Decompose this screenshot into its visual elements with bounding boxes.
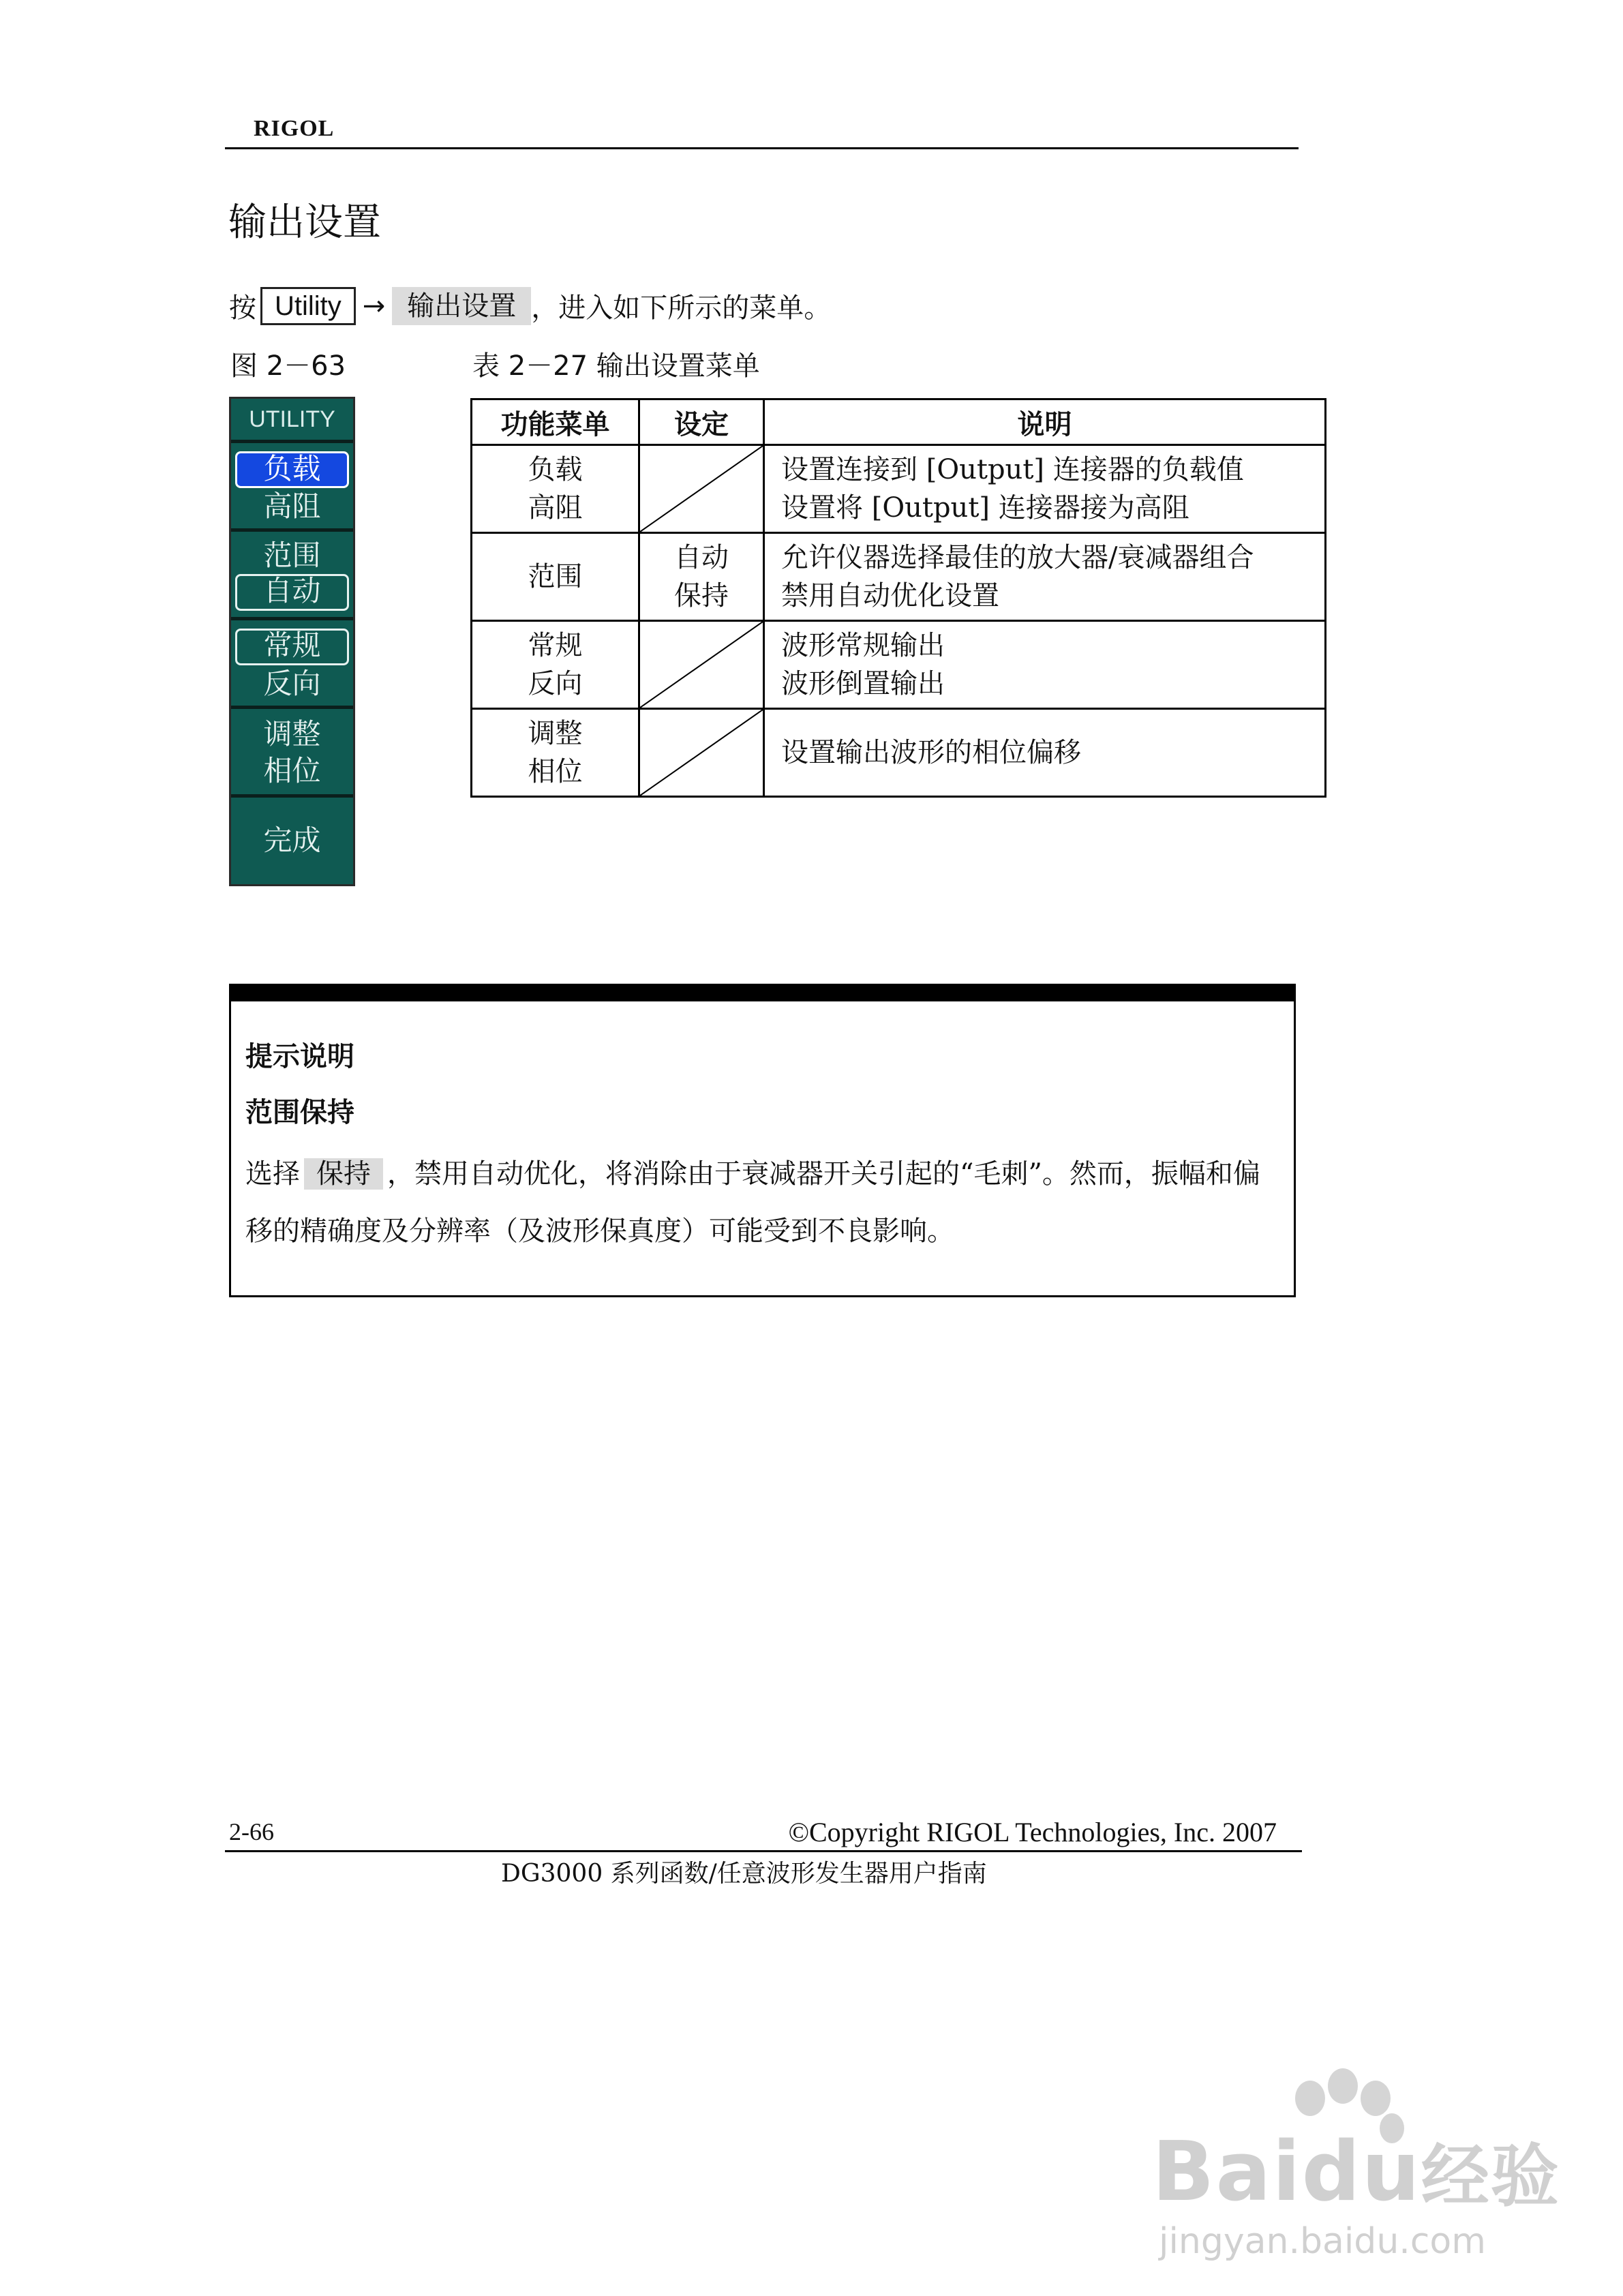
table-cell-menu — [472, 621, 639, 709]
menu-item-align-phase-line1: 调整 — [263, 717, 321, 751]
instruction-line — [229, 286, 831, 325]
menu-item-polarity-selected: 常规 — [235, 629, 349, 665]
table-label: 表 2－27 输出设置菜单 — [472, 350, 760, 382]
copyright-text: ©Copyright RIGOL Technologies, Inc. 2007 — [788, 1817, 1277, 1847]
table-cell-description — [764, 533, 1326, 621]
menu-item-load-option: 高阻 — [263, 489, 321, 523]
arrow-right-icon: → — [362, 290, 386, 322]
cell-text: 波形倒置输出 — [781, 668, 945, 699]
diagonal-slash-icon — [640, 622, 763, 708]
menu-item-range-selected: 自动 — [235, 574, 349, 611]
note-heading: 提示说明 — [245, 1041, 354, 1072]
cell-text: 设置输出波形的相位偏移 — [781, 737, 1081, 768]
menu-item-range[interactable] — [231, 528, 353, 620]
note-body — [245, 1145, 1281, 1260]
table-cell-setting-empty — [639, 621, 764, 709]
footer-rule — [225, 1850, 1302, 1852]
watermark-url: jingyan.baidu.com — [1159, 2221, 1486, 2262]
table-cell-menu — [472, 709, 639, 797]
table-cell-setting-empty — [639, 445, 764, 533]
cell-text: 波形常规输出 — [781, 630, 945, 661]
diagonal-slash-icon — [640, 710, 763, 796]
watermark-text-bai: Bai — [1152, 2125, 1302, 2220]
menu-item-load-selected: 负载 — [235, 451, 349, 488]
instruction-prefix: 按 — [229, 292, 256, 324]
table-cell-description — [764, 445, 1326, 533]
table-header-row — [472, 399, 1326, 445]
table-row — [472, 533, 1326, 621]
menu-item-align-phase-line2: 相位 — [263, 754, 321, 787]
note-box-top-bar — [229, 984, 1296, 1001]
table-header-description: 说明 — [764, 399, 1326, 445]
hold-softkey-label: 保持 — [304, 1158, 383, 1190]
cell-text: 常规 — [528, 630, 583, 661]
cell-text: 调整 — [528, 718, 583, 749]
header-rule — [225, 147, 1299, 149]
watermark-text-jingyan: 经验 — [1421, 2136, 1560, 2216]
cell-text: 高阻 — [528, 492, 583, 524]
baidu-jingyan-watermark — [1152, 2066, 1561, 2270]
cell-text: 允许仪器选择最佳的放大器/衰减器组合 — [781, 542, 1254, 573]
table-cell-menu — [472, 445, 639, 533]
utility-menu-title: UTILITY — [231, 399, 353, 442]
watermark-logo — [1152, 2121, 1560, 2220]
utility-key-label: Utility — [260, 287, 356, 325]
cell-text: 设置将 [Output] 连接器接为高阻 — [781, 492, 1189, 524]
cell-text: 反向 — [528, 668, 583, 699]
table-cell-description — [764, 621, 1326, 709]
menu-item-polarity-option: 反向 — [263, 667, 321, 700]
menu-item-align-phase[interactable] — [231, 706, 353, 798]
note-body-prefix: 选择 — [245, 1158, 300, 1190]
table-row — [472, 621, 1326, 709]
utility-menu-panel — [229, 397, 355, 886]
menu-item-polarity[interactable] — [231, 617, 353, 709]
table-header-setting: 设定 — [639, 399, 764, 445]
table-row — [472, 709, 1326, 797]
menu-item-done[interactable] — [231, 794, 353, 888]
cell-text: 负载 — [528, 454, 583, 485]
watermark-text-du: du — [1301, 2125, 1421, 2220]
output-settings-softkey-label: 输出设置 — [392, 287, 531, 325]
table-cell-setting — [639, 533, 764, 621]
output-settings-menu-table — [470, 398, 1326, 798]
menu-item-load[interactable] — [231, 440, 353, 532]
table-row — [472, 445, 1326, 533]
cell-text: 相位 — [528, 756, 583, 787]
cell-text: 保持 — [674, 580, 729, 611]
table-cell-setting-empty — [639, 709, 764, 797]
cell-text: 设置连接到 [Output] 连接器的负载值 — [781, 454, 1244, 485]
page-title: 输出设置 — [228, 200, 381, 245]
table-cell-menu — [472, 533, 639, 621]
diagonal-slash-icon — [640, 446, 763, 532]
instruction-suffix: ，进入如下所示的菜单。 — [531, 292, 832, 324]
brand-logo-text: RIGOL — [254, 116, 335, 141]
manual-title: DG3000 系列函数/任意波形发生器用户指南 — [501, 1860, 987, 1888]
menu-item-range-label: 范围 — [263, 539, 321, 572]
cell-text: 自动 — [674, 542, 729, 573]
note-subheading: 范围保持 — [245, 1097, 354, 1128]
figure-label: 图 2－63 — [230, 350, 346, 382]
menu-item-done-label: 完成 — [263, 824, 321, 857]
note-body-text: ，禁用自动优化，将消除由于衰减器开关引起的“毛刺”。然而，振幅和偏移的精确度及分辨率（及波形保真度）可能受到不良影响。 — [245, 1158, 1260, 1247]
cell-text: 范围 — [528, 561, 583, 592]
table-header-function: 功能菜单 — [472, 399, 639, 445]
page-number: 2-66 — [229, 1818, 274, 1845]
table-cell-description — [764, 709, 1326, 797]
cell-text: 禁用自动优化设置 — [781, 580, 999, 611]
